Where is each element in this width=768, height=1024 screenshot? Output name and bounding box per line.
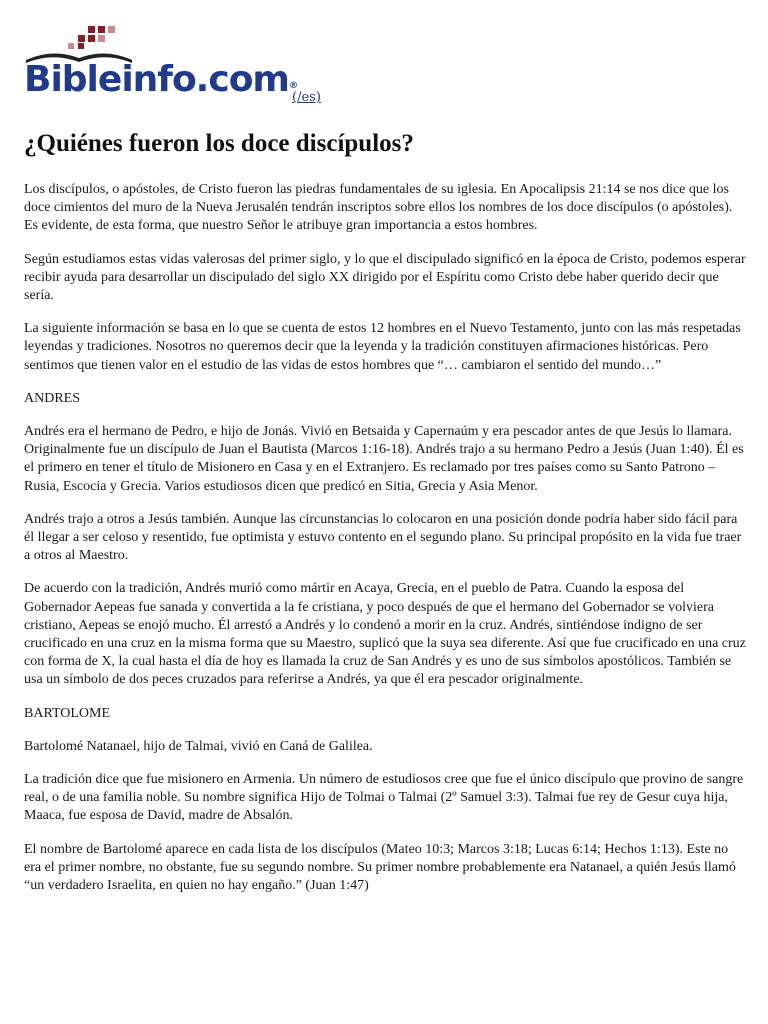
logo-bible-text: Bible (24, 59, 122, 100)
intro-paragraph-1: Los discípulos, o apóstoles, de Cristo fueron las piedras fundamentales de su iglesia. En Apocalipsis 21:14 se nos dice que los doce cimientos del muro de la Nueva Jerusalén tendrán inscriptos sobre ellos los nombres de los doce discípulos (o apóstoles). Es evidente, de esta forma, que nuestro Señor le atribuye gran importancia a estos hombres. (24, 182, 733, 234)
logo-info-text: info.com (121, 59, 289, 100)
andres-paragraph-1: Andrés era el hermano de Pedro, e hijo de Jonás. Vivió en Betsaida y Capernaúm y era pescador antes de que Jesús lo llamara. Originalmente fue un discípulo de Juan el Bautista (Marcos 1:16-18). Andrés trajo a su hermano Pedro a Jesús (Juan 1:40). Él es el primero en tener el título de Misionero en Casa y en el Extranjero. Es reclamado por tres países como su Santo Patrono –Rusia, Escocia y Grecia. Varios estudiosos dicen que predicó en Sitia, Grecia y Asia Menor. (24, 424, 744, 494)
bartolome-paragraph-2: La tradición dice que fue misionero en Armenia. Un número de estudiosos cree que fue el único discípulo que provino de sangre real, o de una familia noble. Su nombre significa Hijo de Tolmai o Talmai (2º Samuel 3:3). Talmai fue rey de Gesur cuya hija, Maaca, fue esposa de David, madre de Absalón. (24, 772, 744, 824)
logo-wordmark (24, 58, 297, 102)
page-title: ¿Quiénes fueron los doce discípulos? (24, 130, 414, 157)
logo-registered-mark: ® (288, 81, 297, 91)
section-heading-andres: ANDRES (24, 390, 81, 406)
article-body (24, 181, 748, 910)
intro-paragraph-3: La siguiente información se basa en lo que se cuenta de estos 12 hombres en el Nuevo Testamento, junto con las más respetadas leyendas y tradiciones. Nosotros no queremos decir que la leyenda y la tradición constituyen afirmaciones históricas. Pero sentimos que tienen valor en el estudio de las vidas de estos hombres que “… cambiaron el sentido del mundo…” (24, 321, 741, 373)
bartolome-paragraph-3: El nombre de Bartolomé aparece en cada lista de los discípulos (Mateo 10:3; Marcos 3:18; Lucas 6:14; Hechos 1:13). Este no era el primer nombre, no obstante, fue su segundo nombre. Su primer nombre probablemente era Natanael, a quién Jesús llamó “un verdadero Israelita, en quien no hay engaño.” (Juan 1:47) (24, 841, 736, 894)
bartolome-paragraph-1: Bartolomé Natanael, hijo de Talmai, vivió en Caná de Galilea. (24, 738, 373, 754)
section-heading-bartolome: BARTOLOME (24, 705, 111, 721)
language-link[interactable]: (/es) (292, 90, 321, 105)
andres-paragraph-2: Andrés trajo a otros a Jesús también. Aunque las circunstancias lo colocaron en una posición donde podría haber sido fácil para él llegar a ser celoso y resentido, fue optimista y estuvo contento en el segundo plano. Su principal propósito en la vida fue traer a otros al Maestro. (24, 511, 742, 564)
andres-paragraph-3: De acuerdo con la tradición, Andrés murió como mártir en Acaya, Grecia, en el pueblo de Patra. Cuando la esposa del Gobernador Aepeas fue sanada y convertida a la fe cristiana, y poco después de que el hermano del Gobernador se volviera cristiano, Aepeas se enojó mucho. Él arrestó a Andrés y lo condenó a morir en la cruz. Andrés, sintiéndose indigno de ser crucificado en una cruz en la misma forma que su Maestro, suplicó que la suya sea diferente. Así que fue crucificado en una cruz con forma de X, la cual hasta el día de hoy es llamada la cruz de San Andrés y es uno de sus símbolos apostólicos. También se usa un símbolo de dos peces cruzados para referirse a Andrés, ya que él era pescador originalmente. (24, 581, 746, 688)
intro-paragraph-2: Según estudiamos estas vidas valerosas del primer siglo, y lo que el discipulado significó en la época de Cristo, podemos esperar recibir ayuda para desarrollar un discipulado del siglo XX dirigido por el Espíritu como Cristo debe haber querido decir que sería. (24, 251, 746, 304)
site-logo[interactable] (24, 24, 344, 104)
